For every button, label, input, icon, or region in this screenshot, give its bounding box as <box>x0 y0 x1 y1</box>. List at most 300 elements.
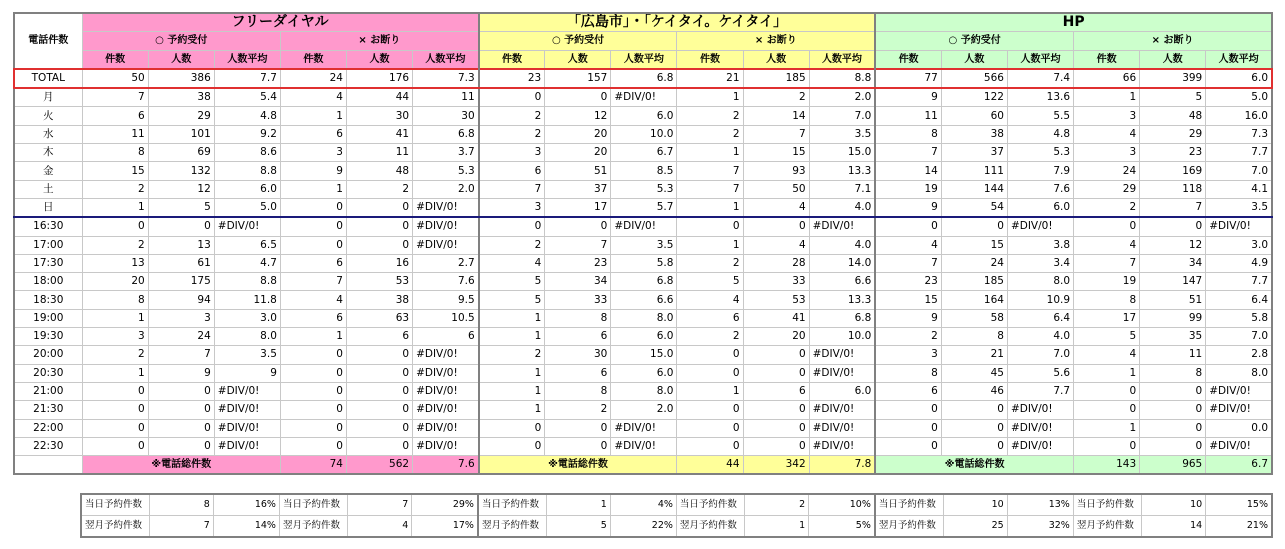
table-cell: 2 <box>1074 198 1140 217</box>
row-label: 土 <box>14 180 82 198</box>
table-cell: 3 <box>1074 144 1140 162</box>
table-cell: 9.2 <box>214 125 280 143</box>
table-cell: 185 <box>941 273 1007 291</box>
table-cell: 7 <box>280 273 346 291</box>
table-cell: 6.8 <box>611 69 677 88</box>
table-cell: 38 <box>346 291 412 309</box>
summary-percent: 13% <box>1007 494 1073 516</box>
table-cell: 0 <box>677 401 743 419</box>
row-label-header: 電話件数 <box>14 13 82 69</box>
table-cell: 0 <box>743 419 809 437</box>
table-cell: 50 <box>743 180 809 198</box>
table-cell: #DIV/0! <box>611 437 677 455</box>
table-cell: 0 <box>545 437 611 455</box>
table-row <box>14 273 1272 291</box>
table-cell: 6.8 <box>809 309 875 327</box>
table-cell: 2.0 <box>611 401 677 419</box>
table-cell: 7 <box>677 162 743 180</box>
table-cell: #DIV/0! <box>413 382 479 400</box>
table-cell: 10.0 <box>809 328 875 346</box>
table-cell: 386 <box>148 69 214 88</box>
summary-label: 当日予約件数 <box>676 494 744 516</box>
table-cell: 20 <box>82 273 148 291</box>
table-cell: 24 <box>941 254 1007 272</box>
table-cell: 6 <box>743 382 809 400</box>
table-cell: 0 <box>1074 401 1140 419</box>
table-cell: 5 <box>677 273 743 291</box>
table-cell: 399 <box>1140 69 1206 88</box>
column-header-count: 件数 <box>280 50 346 69</box>
table-cell: 2 <box>677 254 743 272</box>
table-cell: 1 <box>677 88 743 107</box>
table-cell: #DIV/0! <box>214 437 280 455</box>
table-cell: 1 <box>1074 364 1140 382</box>
table-cell: 1 <box>1074 419 1140 437</box>
table-cell: 0 <box>545 217 611 236</box>
table-cell: 1 <box>677 144 743 162</box>
subgroup-hiroshima-declined: × お断り <box>677 32 875 50</box>
row-label: 20:30 <box>14 364 82 382</box>
table-cell: 8 <box>545 309 611 327</box>
table-cell: 8.6 <box>214 144 280 162</box>
footer-total-count: 143 <box>1074 456 1140 475</box>
table-cell: 4 <box>280 291 346 309</box>
table-cell: 0 <box>677 346 743 364</box>
table-cell: 0 <box>1074 217 1140 236</box>
table-cell: 11 <box>346 144 412 162</box>
summary-label: 当日予約件数 <box>279 494 347 516</box>
table-cell: 4.1 <box>1206 180 1272 198</box>
table-cell: 12 <box>545 107 611 125</box>
summary-count: 10 <box>943 494 1007 516</box>
table-row <box>14 236 1272 254</box>
summary-count: 4 <box>348 516 412 538</box>
row-label: 16:30 <box>14 217 82 236</box>
table-cell: 20 <box>545 144 611 162</box>
group-hiroshima-header: 「広島市」・「ケイタイ。ケイタイ」 <box>479 13 876 32</box>
column-header-people: 人数 <box>743 50 809 69</box>
table-cell: 16.0 <box>1206 107 1272 125</box>
table-cell: 1 <box>280 328 346 346</box>
summary-label: 翌月予約件数 <box>81 516 149 538</box>
table-cell: 23 <box>545 254 611 272</box>
table-cell: 4 <box>1074 346 1140 364</box>
table-cell: 1 <box>479 382 545 400</box>
table-cell: 4 <box>1074 236 1140 254</box>
table-cell: 6.0 <box>1007 198 1073 217</box>
summary-percent: 29% <box>412 494 478 516</box>
table-row <box>14 382 1272 400</box>
table-cell: #DIV/0! <box>413 364 479 382</box>
row-label: 20:00 <box>14 346 82 364</box>
summary-count: 5 <box>546 516 610 538</box>
summary-percent: 17% <box>412 516 478 538</box>
summary-label: 翌月予約件数 <box>1073 516 1141 538</box>
table-cell: 7 <box>677 180 743 198</box>
table-cell: 0 <box>346 401 412 419</box>
table-cell: 2.0 <box>413 180 479 198</box>
table-cell: 147 <box>1140 273 1206 291</box>
table-cell: 0 <box>875 401 941 419</box>
table-cell: 3 <box>82 328 148 346</box>
table-cell: 3 <box>479 144 545 162</box>
table-cell: 6 <box>413 328 479 346</box>
table-cell: 0 <box>346 437 412 455</box>
table-cell: 0 <box>743 437 809 455</box>
column-header-people: 人数 <box>346 50 412 69</box>
table-cell: 8 <box>1140 364 1206 382</box>
row-label: 22:30 <box>14 437 82 455</box>
table-cell: 93 <box>743 162 809 180</box>
table-cell: 7.4 <box>1007 69 1073 88</box>
table-cell: 6.0 <box>1206 69 1272 88</box>
table-cell: 2.8 <box>1206 346 1272 364</box>
table-cell: 77 <box>875 69 941 88</box>
table-row <box>14 88 1272 107</box>
table-cell: 53 <box>743 291 809 309</box>
table-cell: 3.5 <box>1206 198 1272 217</box>
table-cell: 3 <box>479 198 545 217</box>
column-header-count: 件数 <box>875 50 941 69</box>
table-cell: 0 <box>148 437 214 455</box>
table-cell: 45 <box>941 364 1007 382</box>
table-cell: 1 <box>280 107 346 125</box>
table-cell: 1 <box>479 364 545 382</box>
table-cell: 0 <box>280 437 346 455</box>
table-cell: 15.0 <box>809 144 875 162</box>
table-cell: 8.0 <box>1007 273 1073 291</box>
table-cell: 6 <box>545 328 611 346</box>
table-cell: 34 <box>545 273 611 291</box>
summary-percent: 32% <box>1007 516 1073 538</box>
table-cell: 7 <box>82 88 148 107</box>
row-label: 22:00 <box>14 419 82 437</box>
table-cell: 4 <box>1074 125 1140 143</box>
table-cell: 1 <box>677 382 743 400</box>
row-label: 18:00 <box>14 273 82 291</box>
table-cell: 66 <box>1074 69 1140 88</box>
table-cell: 7.9 <box>1007 162 1073 180</box>
row-label: TOTAL <box>14 69 82 88</box>
table-cell: 3.7 <box>413 144 479 162</box>
table-row <box>14 107 1272 125</box>
table-cell: 0 <box>875 217 941 236</box>
row-label: 18:30 <box>14 291 82 309</box>
table-cell: 0 <box>280 346 346 364</box>
table-cell: 23 <box>479 69 545 88</box>
table-cell: 3 <box>875 346 941 364</box>
row-label: 水 <box>14 125 82 143</box>
table-cell: 7 <box>479 180 545 198</box>
row-label: 日 <box>14 198 82 217</box>
summary-percent: 21% <box>1206 516 1272 538</box>
table-cell: 8.0 <box>214 328 280 346</box>
table-cell: 0 <box>280 198 346 217</box>
call-stats-table <box>13 12 1273 475</box>
table-cell: 8 <box>941 328 1007 346</box>
table-cell: 24 <box>1074 162 1140 180</box>
table-cell: 122 <box>941 88 1007 107</box>
table-cell: 0 <box>479 88 545 107</box>
table-cell: #DIV/0! <box>1007 437 1073 455</box>
table-cell: 19 <box>1074 273 1140 291</box>
table-cell: 10.5 <box>413 309 479 327</box>
table-cell: 0 <box>346 364 412 382</box>
table-cell: 2 <box>677 125 743 143</box>
table-cell: 6 <box>280 125 346 143</box>
table-cell: #DIV/0! <box>809 437 875 455</box>
table-cell: 30 <box>413 107 479 125</box>
table-cell: 37 <box>941 144 1007 162</box>
table-cell: 41 <box>743 309 809 327</box>
table-cell: 9.5 <box>413 291 479 309</box>
table-cell: 0 <box>677 437 743 455</box>
table-cell: #DIV/0! <box>809 364 875 382</box>
table-cell: 0 <box>346 198 412 217</box>
table-cell: 111 <box>941 162 1007 180</box>
table-cell: 4 <box>875 236 941 254</box>
table-cell: 566 <box>941 69 1007 88</box>
table-cell: 7.0 <box>1007 346 1073 364</box>
table-cell: 63 <box>346 309 412 327</box>
table-cell: 5.3 <box>611 180 677 198</box>
summary-label: 当日予約件数 <box>1073 494 1141 516</box>
table-cell: 5.5 <box>1007 107 1073 125</box>
table-cell: 6 <box>280 309 346 327</box>
table-cell: #DIV/0! <box>611 419 677 437</box>
table-cell: 7.7 <box>214 69 280 88</box>
summary-count: 25 <box>943 516 1007 538</box>
summary-percent: 14% <box>213 516 279 538</box>
table-cell: 7 <box>148 346 214 364</box>
table-row <box>14 180 1272 198</box>
table-cell: 13 <box>148 236 214 254</box>
column-header-avg: 人数平均 <box>1206 50 1272 69</box>
table-cell: 6 <box>545 364 611 382</box>
table-cell: 23 <box>1140 144 1206 162</box>
table-cell: 44 <box>346 88 412 107</box>
table-cell: 9 <box>148 364 214 382</box>
subgroup-hp-accepted: ○ 予約受付 <box>875 32 1073 50</box>
row-label: 17:30 <box>14 254 82 272</box>
table-row <box>14 254 1272 272</box>
footer-total-people: 562 <box>346 456 412 475</box>
column-header-people: 人数 <box>941 50 1007 69</box>
table-cell: 7.3 <box>1206 125 1272 143</box>
table-cell: 37 <box>545 180 611 198</box>
table-cell: 20 <box>743 328 809 346</box>
table-cell: 33 <box>743 273 809 291</box>
table-cell: 9 <box>875 88 941 107</box>
group-hp-header: HP <box>875 13 1272 32</box>
table-cell: 2 <box>743 88 809 107</box>
table-cell: 21 <box>941 346 1007 364</box>
summary-label: 翌月予約件数 <box>875 516 943 538</box>
table-cell: 11 <box>875 107 941 125</box>
table-cell: 185 <box>743 69 809 88</box>
table-cell: 0 <box>1140 382 1206 400</box>
row-label: 金 <box>14 162 82 180</box>
table-cell: 0.0 <box>1206 419 1272 437</box>
table-row <box>14 198 1272 217</box>
table-row <box>14 291 1272 309</box>
table-cell: 6.0 <box>214 180 280 198</box>
table-cell: 169 <box>1140 162 1206 180</box>
summary-count: 1 <box>546 494 610 516</box>
table-cell: 8.0 <box>611 382 677 400</box>
subgroup-freedial-accepted: ○ 予約受付 <box>82 32 280 50</box>
table-cell: 24 <box>148 328 214 346</box>
table-cell: 15 <box>941 236 1007 254</box>
table-cell: 3 <box>280 144 346 162</box>
table-cell: 0 <box>677 364 743 382</box>
table-cell: #DIV/0! <box>413 346 479 364</box>
table-cell: 3.5 <box>611 236 677 254</box>
table-cell: 0 <box>148 382 214 400</box>
summary-count: 7 <box>149 516 213 538</box>
table-cell: 0 <box>875 419 941 437</box>
table-cell: 7 <box>875 144 941 162</box>
table-cell: 7 <box>545 236 611 254</box>
table-cell: 0 <box>479 437 545 455</box>
table-cell: 58 <box>941 309 1007 327</box>
table-cell: 0 <box>545 419 611 437</box>
table-row <box>14 309 1272 327</box>
table-cell: 7 <box>1074 254 1140 272</box>
footer-total-label: ※電話総件数 <box>479 456 677 475</box>
footer-total-avg: 6.7 <box>1206 456 1272 475</box>
table-cell: #DIV/0! <box>809 401 875 419</box>
table-cell: #DIV/0! <box>1206 382 1272 400</box>
column-header-count: 件数 <box>479 50 545 69</box>
table-cell: 0 <box>346 217 412 236</box>
footer-total-avg: 7.8 <box>809 456 875 475</box>
table-cell: 1 <box>677 236 743 254</box>
table-cell: 4 <box>479 254 545 272</box>
table-cell: 0 <box>941 419 1007 437</box>
table-cell: 8.5 <box>611 162 677 180</box>
table-cell: 3.0 <box>1206 236 1272 254</box>
table-cell: 0 <box>148 217 214 236</box>
table-cell: 0 <box>82 217 148 236</box>
table-cell: #DIV/0! <box>1206 401 1272 419</box>
table-cell: 2 <box>677 328 743 346</box>
summary-percent: 10% <box>809 494 875 516</box>
table-row <box>14 217 1272 236</box>
summary-label: 当日予約件数 <box>478 494 546 516</box>
summary-label: 翌月予約件数 <box>478 516 546 538</box>
table-cell: 1 <box>82 364 148 382</box>
table-cell: 0 <box>280 364 346 382</box>
table-cell: 4 <box>280 88 346 107</box>
table-row <box>14 437 1272 455</box>
column-header-count: 件数 <box>1074 50 1140 69</box>
table-cell: 2 <box>677 107 743 125</box>
table-cell: 24 <box>280 69 346 88</box>
table-cell: 8 <box>875 125 941 143</box>
table-cell: 5.6 <box>1007 364 1073 382</box>
table-cell: 8 <box>82 144 148 162</box>
table-cell: 0 <box>1140 401 1206 419</box>
table-row <box>14 346 1272 364</box>
column-header-avg: 人数平均 <box>611 50 677 69</box>
table-cell: 3.5 <box>809 125 875 143</box>
summary-label: 翌月予約件数 <box>279 516 347 538</box>
table-cell: 51 <box>545 162 611 180</box>
table-row <box>14 144 1272 162</box>
column-header-avg: 人数平均 <box>413 50 479 69</box>
summary-label: 当日予約件数 <box>81 494 149 516</box>
table-cell: 94 <box>148 291 214 309</box>
table-cell: 0 <box>148 419 214 437</box>
table-cell: 5.4 <box>214 88 280 107</box>
summary-percent: 4% <box>610 494 676 516</box>
table-cell: 6.5 <box>214 236 280 254</box>
table-cell: 1 <box>82 309 148 327</box>
footer-total-people: 342 <box>743 456 809 475</box>
column-header-count: 件数 <box>82 50 148 69</box>
subgroup-hiroshima-accepted: ○ 予約受付 <box>479 32 677 50</box>
table-cell: #DIV/0! <box>214 382 280 400</box>
table-cell: 1 <box>82 198 148 217</box>
table-cell: 0 <box>1140 437 1206 455</box>
table-cell: 175 <box>148 273 214 291</box>
column-header-count: 件数 <box>677 50 743 69</box>
table-cell: 7.0 <box>1206 328 1272 346</box>
table-cell: 8.8 <box>809 69 875 88</box>
row-label: 月 <box>14 88 82 107</box>
table-cell: 13.6 <box>1007 88 1073 107</box>
table-cell: 3 <box>148 309 214 327</box>
table-cell: 48 <box>346 162 412 180</box>
summary-percent: 22% <box>610 516 676 538</box>
table-cell: 1 <box>479 328 545 346</box>
table-cell: #DIV/0! <box>413 236 479 254</box>
table-cell: 13 <box>82 254 148 272</box>
subgroup-freedial-declined: × お断り <box>280 32 478 50</box>
table-cell: 17 <box>545 198 611 217</box>
table-cell: 19 <box>875 180 941 198</box>
table-cell: 54 <box>941 198 1007 217</box>
table-cell: 7.0 <box>1206 162 1272 180</box>
table-cell: 34 <box>1140 254 1206 272</box>
table-cell: 41 <box>346 125 412 143</box>
table-cell: 29 <box>148 107 214 125</box>
table-cell: 0 <box>82 401 148 419</box>
table-cell: 15 <box>82 162 148 180</box>
table-cell: 8 <box>545 382 611 400</box>
table-cell: 2.0 <box>809 88 875 107</box>
table-cell: 3.8 <box>1007 236 1073 254</box>
table-cell: 1 <box>1074 88 1140 107</box>
table-cell: 15 <box>875 291 941 309</box>
table-cell: 7 <box>875 254 941 272</box>
table-cell: 6 <box>479 162 545 180</box>
table-cell: 13.3 <box>809 291 875 309</box>
row-label: 19:00 <box>14 309 82 327</box>
table-row <box>14 69 1272 88</box>
table-cell: 15 <box>743 144 809 162</box>
table-cell: 8.8 <box>214 162 280 180</box>
table-cell: 61 <box>148 254 214 272</box>
table-cell: 0 <box>545 88 611 107</box>
table-cell: 0 <box>346 346 412 364</box>
table-cell: #DIV/0! <box>413 437 479 455</box>
table-cell: 6.0 <box>611 107 677 125</box>
table-cell: 14 <box>743 107 809 125</box>
table-cell: 4.0 <box>1007 328 1073 346</box>
table-cell: 6.0 <box>611 328 677 346</box>
